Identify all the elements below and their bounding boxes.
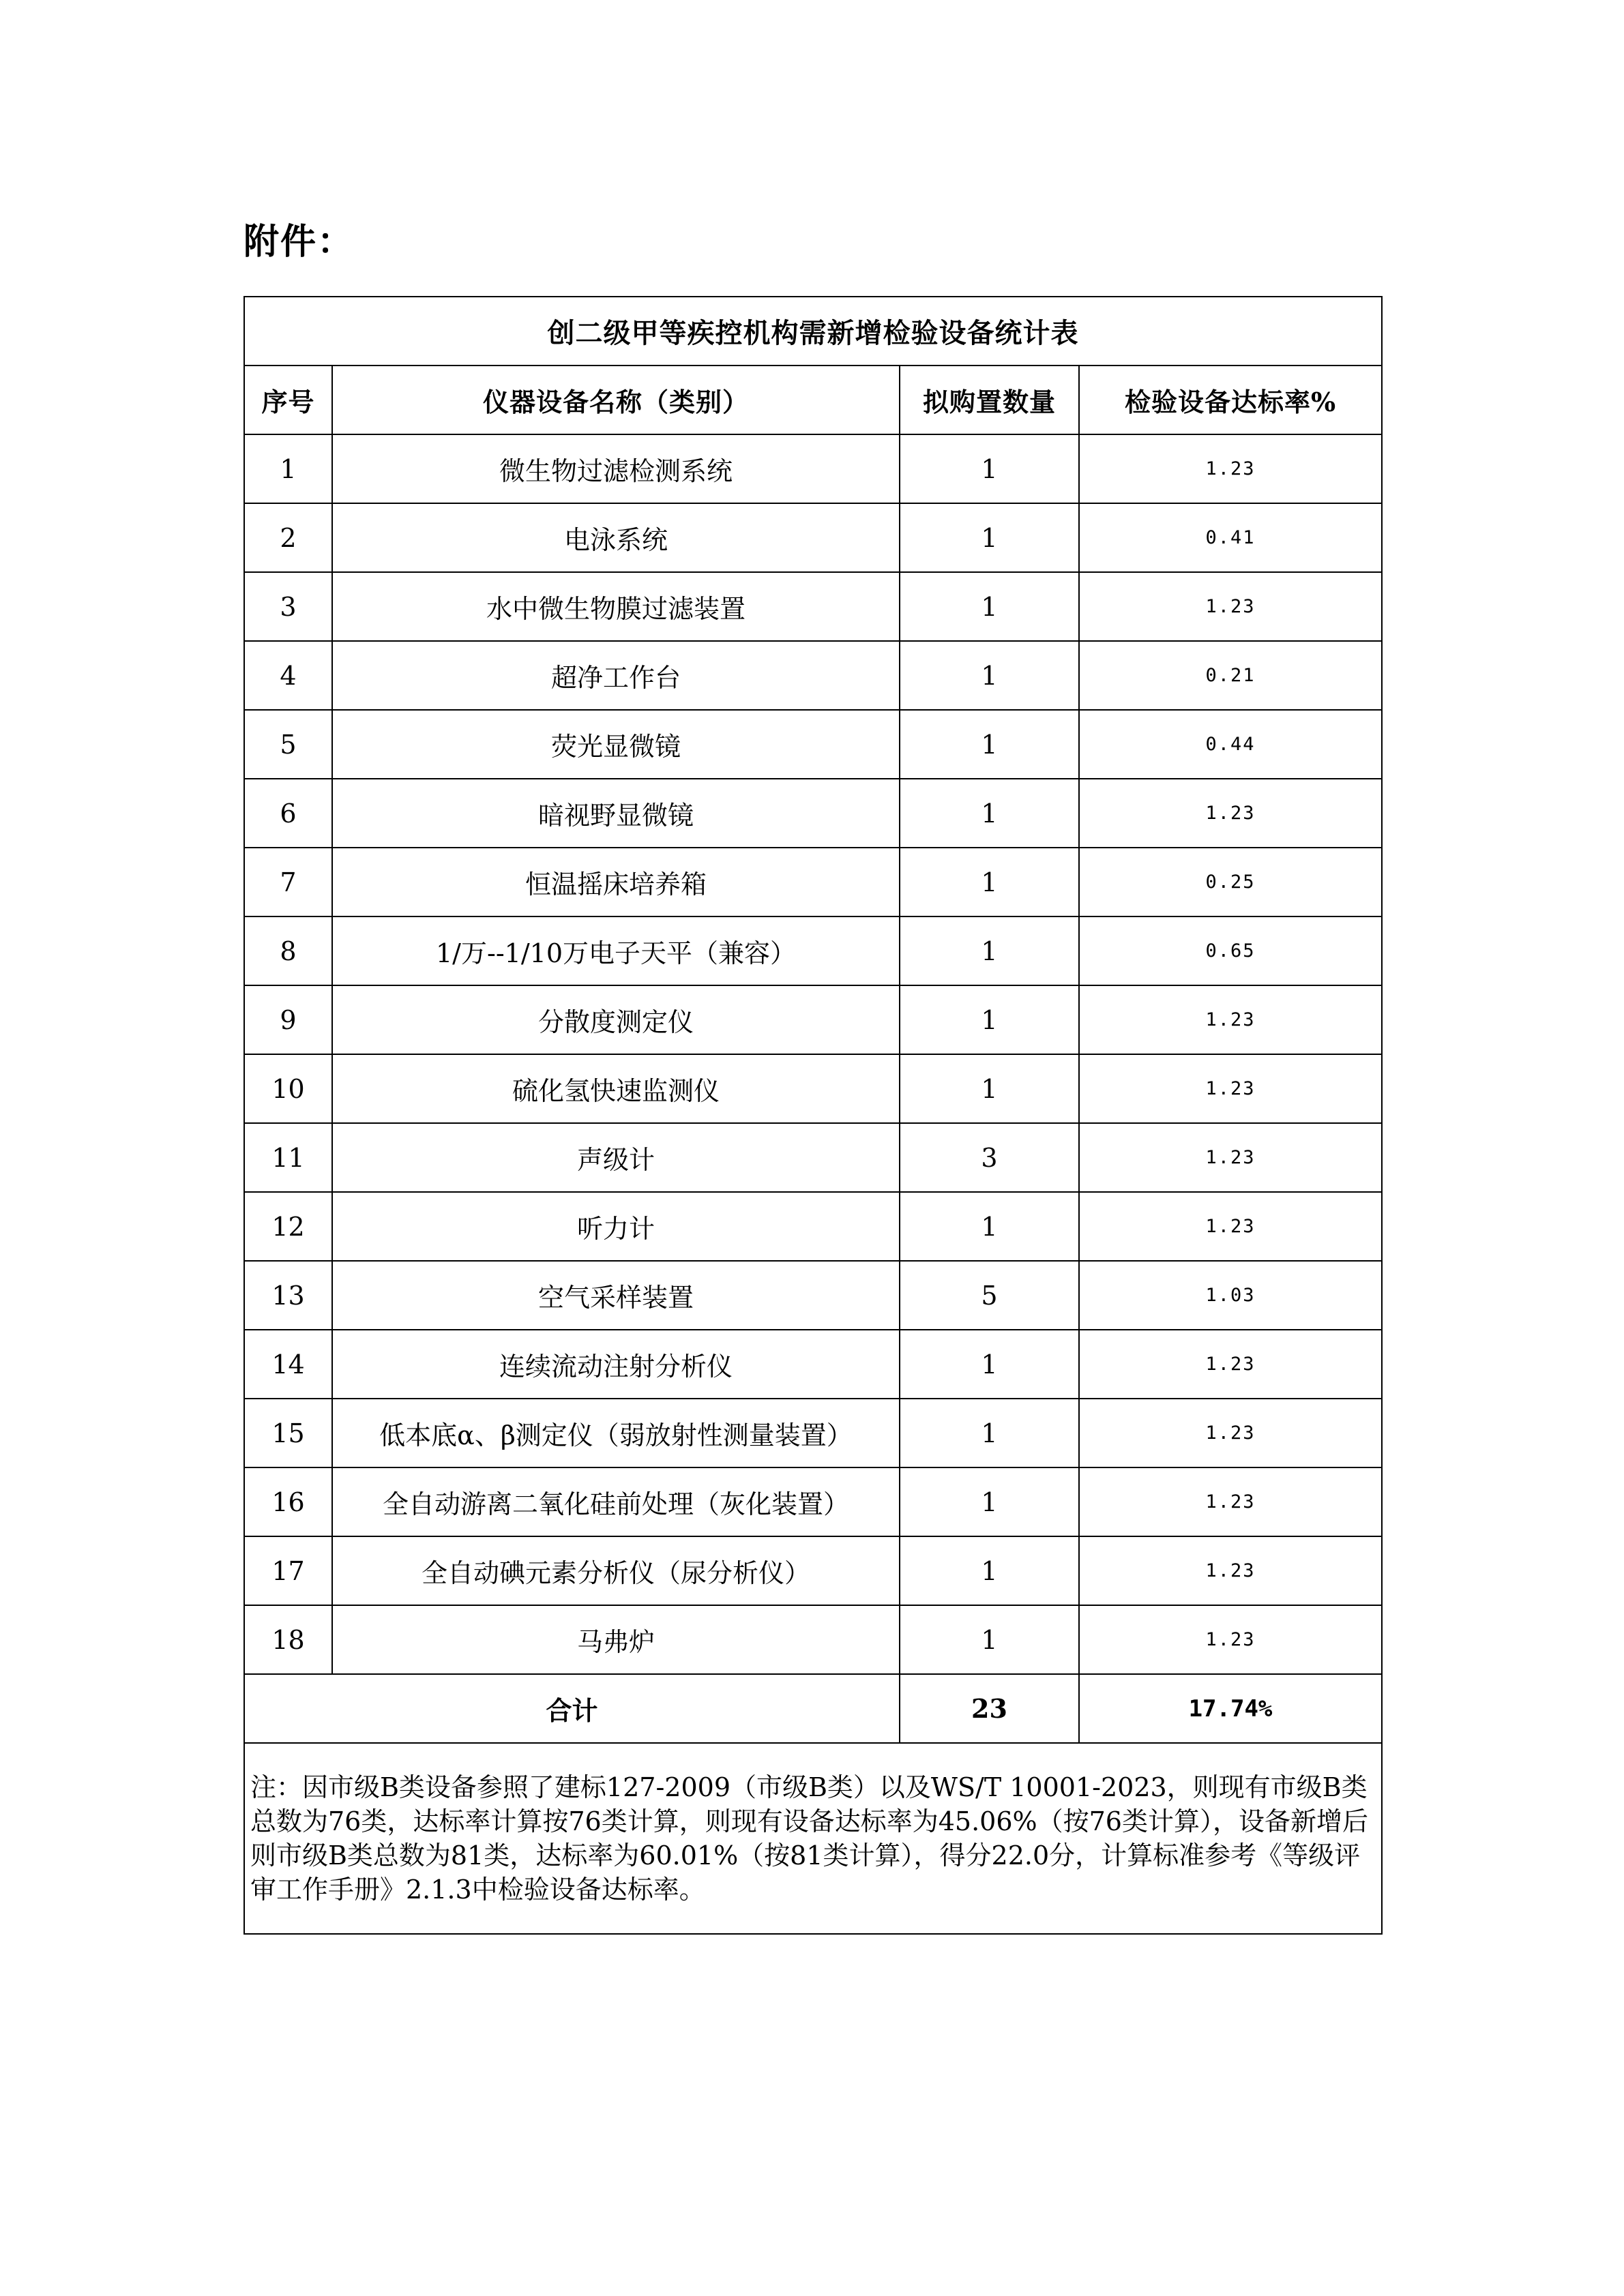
row-qty: 1 <box>900 985 1079 1054</box>
row-name: 电泳系统 <box>332 503 900 572</box>
row-qty: 3 <box>900 1123 1079 1192</box>
row-qty: 1 <box>900 641 1079 710</box>
row-qty: 1 <box>900 572 1079 641</box>
row-name: 马弗炉 <box>332 1605 900 1674</box>
row-qty: 1 <box>900 1054 1079 1123</box>
row-qty: 1 <box>900 1467 1079 1536</box>
row-rate: 1.23 <box>1079 1536 1382 1605</box>
row-seq: 2 <box>244 503 332 572</box>
row-rate: 1.23 <box>1079 1467 1382 1536</box>
table-row <box>244 848 1382 916</box>
row-seq: 5 <box>244 710 332 779</box>
row-name: 微生物过滤检测系统 <box>332 434 900 503</box>
row-name: 低本底α、β测定仪（弱放射性测量装置） <box>332 1399 900 1467</box>
table-row <box>244 779 1382 848</box>
row-name: 声级计 <box>332 1123 900 1192</box>
table-header-row <box>244 366 1382 434</box>
row-seq: 15 <box>244 1399 332 1467</box>
row-name: 荧光显微镜 <box>332 710 900 779</box>
row-name: 全自动游离二氧化硅前处理（灰化装置） <box>332 1467 900 1536</box>
row-name: 分散度测定仪 <box>332 985 900 1054</box>
table-title-row <box>244 297 1382 366</box>
row-rate: 0.41 <box>1079 503 1382 572</box>
total-qty: 23 <box>900 1674 1079 1743</box>
header-rate: 检验设备达标率% <box>1079 366 1382 434</box>
total-rate: 17.74% <box>1079 1674 1382 1743</box>
table-row <box>244 1536 1382 1605</box>
row-seq: 13 <box>244 1261 332 1330</box>
table-row <box>244 1054 1382 1123</box>
row-seq: 7 <box>244 848 332 916</box>
row-qty: 1 <box>900 710 1079 779</box>
row-seq: 16 <box>244 1467 332 1536</box>
table-row <box>244 1261 1382 1330</box>
attachment-heading: 附件： <box>243 221 355 263</box>
row-name: 硫化氢快速监测仪 <box>332 1054 900 1123</box>
row-rate: 1.23 <box>1079 1123 1382 1192</box>
row-seq: 12 <box>244 1192 332 1261</box>
table-row <box>244 1330 1382 1399</box>
total-row <box>244 1674 1382 1743</box>
row-name: 连续流动注射分析仪 <box>332 1330 900 1399</box>
row-rate: 0.65 <box>1079 916 1382 985</box>
row-rate: 1.23 <box>1079 1605 1382 1674</box>
row-qty: 1 <box>900 1330 1079 1399</box>
row-rate: 1.23 <box>1079 1330 1382 1399</box>
row-seq: 11 <box>244 1123 332 1192</box>
table-row <box>244 916 1382 985</box>
row-seq: 9 <box>244 985 332 1054</box>
header-name: 仪器设备名称（类别） <box>332 366 900 434</box>
equipment-statistics-table <box>243 296 1383 1935</box>
row-qty: 1 <box>900 1605 1079 1674</box>
row-seq: 18 <box>244 1605 332 1674</box>
table-row <box>244 1467 1382 1536</box>
row-seq: 10 <box>244 1054 332 1123</box>
row-rate: 1.23 <box>1079 434 1382 503</box>
table-row <box>244 503 1382 572</box>
row-name: 空气采样装置 <box>332 1261 900 1330</box>
row-qty: 1 <box>900 916 1079 985</box>
table-row <box>244 641 1382 710</box>
table-row <box>244 434 1382 503</box>
row-qty: 1 <box>900 1192 1079 1261</box>
row-rate: 1.23 <box>1079 779 1382 848</box>
row-rate: 0.21 <box>1079 641 1382 710</box>
row-seq: 6 <box>244 779 332 848</box>
row-seq: 17 <box>244 1536 332 1605</box>
header-seq: 序号 <box>244 366 332 434</box>
table-row <box>244 1399 1382 1467</box>
table-row <box>244 572 1382 641</box>
row-seq: 3 <box>244 572 332 641</box>
row-qty: 5 <box>900 1261 1079 1330</box>
row-name: 全自动碘元素分析仪（尿分析仪） <box>332 1536 900 1605</box>
row-qty: 1 <box>900 848 1079 916</box>
row-seq: 14 <box>244 1330 332 1399</box>
row-rate: 1.23 <box>1079 572 1382 641</box>
header-qty: 拟购置数量 <box>900 366 1079 434</box>
row-rate: 1.23 <box>1079 1399 1382 1467</box>
row-name: 超净工作台 <box>332 641 900 710</box>
row-rate: 0.44 <box>1079 710 1382 779</box>
total-label: 合计 <box>244 1674 900 1743</box>
row-name: 听力计 <box>332 1192 900 1261</box>
table-row <box>244 1605 1382 1674</box>
row-name: 恒温摇床培养箱 <box>332 848 900 916</box>
row-qty: 1 <box>900 779 1079 848</box>
table-row <box>244 1123 1382 1192</box>
table-note: 注：因市级B类设备参照了建标127-2009（市级B类）以及WS/T 10001-2023，则现有市级B类总数为76类，达标率计算按76类计算，则现有设备达标率为45.06%（按76类计算），设备新增后则市级B类总数为81类，达标率为60.01%（按81类计算），得分22.0分，计算标准参考《等级评审工作手册》2.1.3中检验设备达标率。 <box>244 1743 1382 1934</box>
table-title: 创二级甲等疾控机构需新增检验设备统计表 <box>244 297 1382 366</box>
row-rate: 1.23 <box>1079 985 1382 1054</box>
note-row <box>244 1743 1382 1934</box>
row-qty: 1 <box>900 1536 1079 1605</box>
row-name: 1/万--1/10万电子天平（兼容） <box>332 916 900 985</box>
table-row <box>244 985 1382 1054</box>
row-name: 暗视野显微镜 <box>332 779 900 848</box>
row-seq: 1 <box>244 434 332 503</box>
row-rate: 1.23 <box>1079 1192 1382 1261</box>
table-row <box>244 1192 1382 1261</box>
row-qty: 1 <box>900 503 1079 572</box>
row-seq: 8 <box>244 916 332 985</box>
row-rate: 0.25 <box>1079 848 1382 916</box>
row-rate: 1.23 <box>1079 1054 1382 1123</box>
row-rate: 1.03 <box>1079 1261 1382 1330</box>
row-qty: 1 <box>900 434 1079 503</box>
row-qty: 1 <box>900 1399 1079 1467</box>
row-name: 水中微生物膜过滤装置 <box>332 572 900 641</box>
table-row <box>244 710 1382 779</box>
row-seq: 4 <box>244 641 332 710</box>
